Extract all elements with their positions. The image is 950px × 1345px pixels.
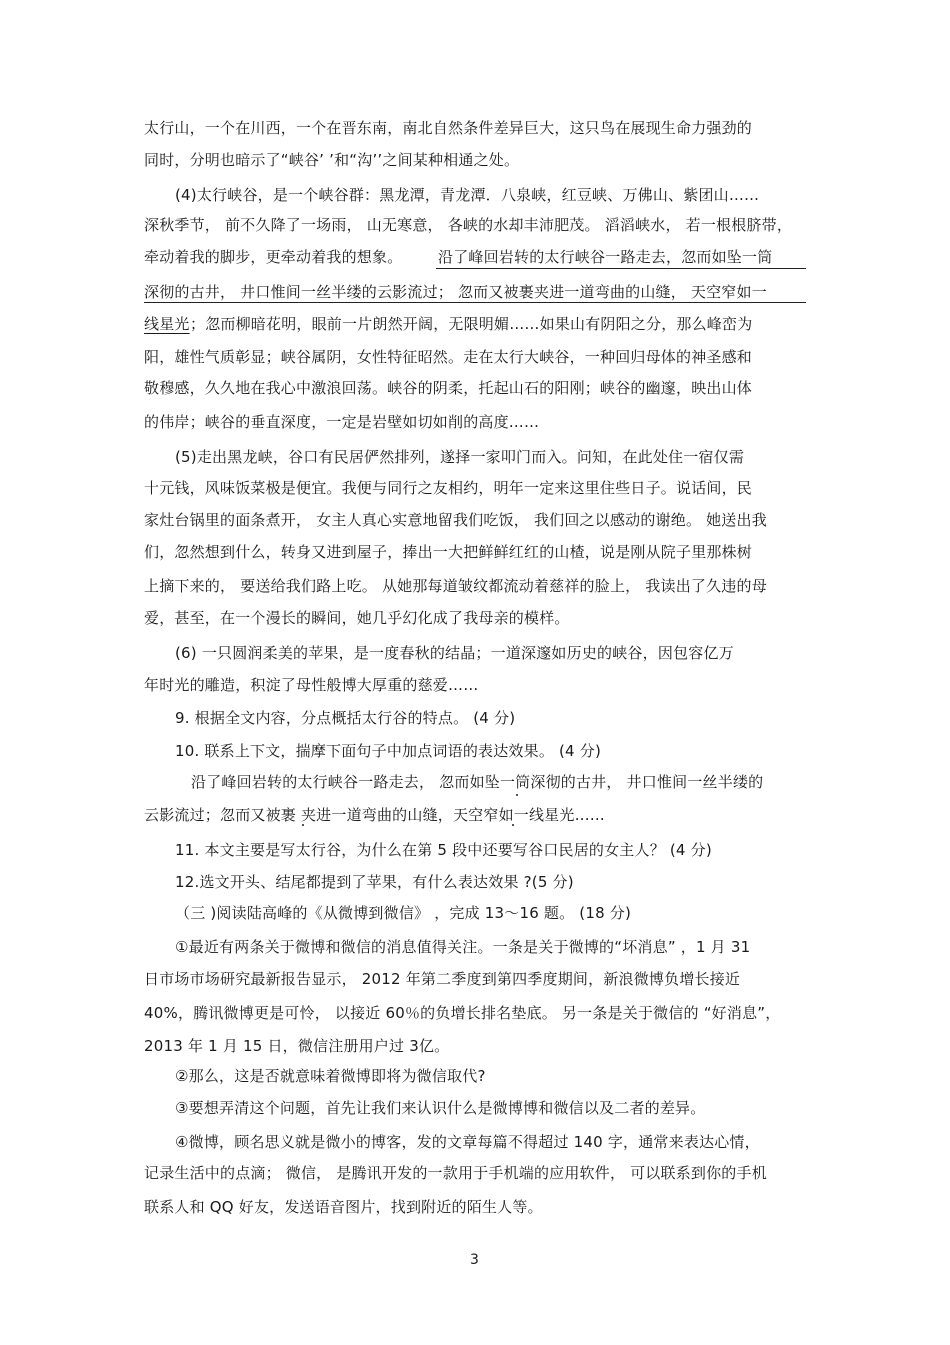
paragraph-5-start: (5)走出黑龙峡，谷口有民居俨然排列，遂择一家叩门而入。问知，在此处住一宿仅需 [175, 448, 745, 466]
underline-rule [436, 268, 806, 269]
emphasis-dot [512, 824, 514, 826]
paragraph-3: ③要想弄清这个问题，首先让我们来认识什么是微博博和微信以及二者的差异。 [175, 1099, 706, 1117]
underlined-sentence-end: 线星光 [144, 315, 190, 333]
text-line: 日市场市场研究最新报告显示， 2012 年第二季度到第四季度期间，新浪微博负增长接近 [144, 970, 741, 988]
text-line: 联系人和 QQ 好友，发送语音图片，找到附近的陌生人等。 [144, 1198, 543, 1216]
question-11: 11. 本文主要是写太行谷，为什么在第 5 段中还要写谷口民居的女主人？ (4 分) [175, 841, 712, 859]
text-line: 爱，甚至，在一个漫长的瞬间，她几乎幻化成了我母亲的模样。 [144, 609, 570, 627]
quoted-sentence: 沿了峰回岩转的太行峡谷一路走去， 忽而如坠一筒深彻的古井， 井口惟间一丝半缕的 [191, 773, 764, 791]
text-line: 家灶台锅里的面条煮开， 女主人真心实意地留我们吃饭， 我们回之以感动的谢绝。 她送出我 [144, 511, 767, 529]
text-line: 敬穆感，久久地在我心中激浪回荡。峡谷的阴柔，托起山石的阳刚；峡谷的幽邃，映出山体 [144, 379, 753, 397]
text-line: 年时光的雕造，积淀了母性般博大厚重的慈爱…… [144, 676, 479, 694]
text-line: 同时，分明也暗示了“峡谷’ ’和“沟’’之间某种相通之处。 [144, 151, 520, 169]
text-line: 们，忽然想到什么，转身又进到屋子，捧出一大把鲜鲜红红的山楂，说是刚从院子里那株树 [144, 543, 753, 561]
emphasis-dot [516, 794, 518, 796]
text-line: 40%，腾讯微博更是可怜， 以接近 60％的负增长排名垫底。 另一条是关于微信的 “好消息”， [144, 1004, 781, 1022]
underline-rule [144, 302, 806, 303]
text-line: 2013 年 1 月 15 日，微信注册用户过 3亿。 [144, 1037, 450, 1055]
text-line: 上摘下来的， 要送给我们路上吃。 从她那每道皱纹都流动着慈祥的脸上， 我读出了久违的母 [144, 577, 767, 595]
quoted-sentence: 云影流过；忽而又被裹 夹进一道弯曲的山缝，天空窄如一线星光…… [144, 806, 605, 824]
question-9: 9. 根据全文内容，分点概括太行谷的特点。 (4 分) [175, 709, 516, 727]
text-line: ①最近有两条关于微博和微信的消息值得关注。一条是关于微博的“坏消息” ，1 月 31 [175, 938, 751, 956]
text-line: 牵动着我的脚步，更牵动着我的想象。 [144, 248, 403, 266]
section-3-heading: （三 )阅读陆高峰的《从微博到微信》 ，完成 13～16 题。 (18 分) [175, 904, 632, 922]
text-line: 太行山，一个在川西，一个在晋东南，南北自然条件差异巨大，这只鸟在展现生命力强劲的 [144, 119, 753, 137]
paragraph-4: ④微博，顾名思义就是微小的博客，发的文章每篇不得超过 140 字，通常来表达心情， [175, 1133, 760, 1151]
paragraph-4-start: (4)太行峡谷，是一个峡谷群：黑龙潭，青龙潭．八泉峡，红豆峡、万佛山、紫团山…… [175, 186, 760, 204]
text-line: ；忽而柳暗花明，眼前一片朗然开阔，无限明媚……如果山有阴阳之分，那么峰峦为 [190, 315, 753, 333]
text-line: 记录生活中的点滴； 微信， 是腾讯开发的一款用于手机端的应用软件， 可以联系到你的手机 [144, 1164, 767, 1182]
paragraph-2: ②那么，这是否就意味着微博即将为微信取代? [175, 1067, 486, 1085]
text-line: 十元钱，风味饭菜极是便宜。我便与同行之友相约，明年一定来这里住些日子。说话间，民 [144, 479, 753, 497]
underlined-sentence: 深彻的古井， 井口惟间一丝半缕的云影流过； 忽而又被裹夹进一道弯曲的山缝， 天空窄如一 [144, 283, 767, 301]
question-10: 10. 联系上下文，揣摩下面句子中加点词语的表达效果。 (4 分) [175, 742, 602, 760]
underlined-sentence: 沿了峰回岩转的太行峡谷一路走去，忽而如坠一筒 [438, 248, 773, 266]
page-number: 3 [470, 1252, 479, 1268]
text-line: 的伟岸；峡谷的垂直深度，一定是岩壁如切如削的高度…… [144, 413, 540, 431]
paragraph-6-start: (6) 一只圆润柔美的苹果，是一度春秋的结晶；一道深邃如历史的峡谷，因包容亿万 [175, 644, 734, 662]
emphasis-dot [302, 824, 304, 826]
text-line: 阳，雄性气质彰显；峡谷属阴，女性特征昭然。走在太行大峡谷，一种回归母体的神圣感和 [144, 348, 753, 366]
text-line: 深秋季节， 前不久降了一场雨， 山无寒意， 各峡的水却丰沛肥茂。 滔滔峡水， 若一根根脐带， [144, 216, 793, 234]
question-12: 12.选文开头、结尾都提到了苹果，有什么表达效果 ?(5 分) [175, 873, 574, 891]
